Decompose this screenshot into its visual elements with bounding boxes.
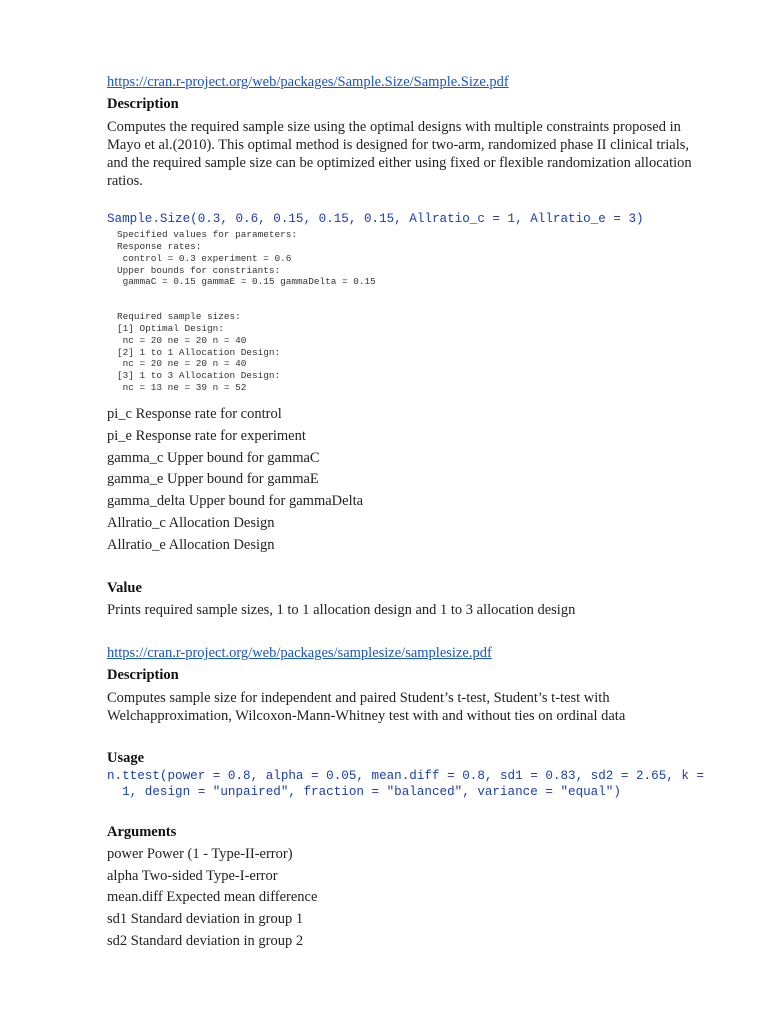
argument-item: sd1 Standard deviation in group 1 — [107, 911, 304, 927]
output-line: [2] 1 to 1 Allocation Design: — [117, 347, 281, 358]
samplesize-pdf-link[interactable]: https://cran.r-project.org/web/packages/samplesize/samplesize.pdf — [107, 645, 492, 661]
output-line: Upper bounds for constriants: — [117, 265, 281, 276]
sample-size-pdf-link[interactable]: https://cran.r-project.org/web/packages/Sample.Size/Sample.Size.pdf — [107, 74, 509, 90]
output-line: Specified values for parameters: — [117, 229, 298, 240]
argument-item: sd2 Standard deviation in group 2 — [107, 933, 304, 949]
output-line: nc = 13 ne = 39 n = 52 — [117, 382, 247, 393]
param-item: Allratio_e Allocation Design — [107, 537, 275, 553]
code-call: Sample.Size(0.3, 0.6, 0.15, 0.15, 0.15, Allratio_c = 1, Allratio_e = 3) — [107, 212, 644, 226]
argument-item: power Power (1 - Type-II-error) — [107, 846, 293, 862]
usage-code-line: n.ttest(power = 0.8, alpha = 0.05, mean.diff = 0.8, sd1 = 0.83, sd2 = 2.65, k = — [107, 769, 705, 783]
output-line: [1] Optimal Design: — [117, 323, 224, 334]
output-line: nc = 20 ne = 20 n = 40 — [117, 358, 247, 369]
param-item: Allratio_c Allocation Design — [107, 515, 275, 531]
argument-item: alpha Two-sided Type-I-error — [107, 868, 278, 884]
description-line: Welchapproximation, Wilcoxon-Mann-Whitney test with and without ties on ordinal data — [107, 708, 626, 724]
output-line: Required sample sizes: — [117, 311, 241, 322]
description-heading: Description — [107, 667, 179, 683]
output-line: nc = 20 ne = 20 n = 40 — [117, 335, 247, 346]
output-line: Response rates: — [117, 241, 202, 252]
description-line: Computes sample size for independent and paired Student’s t-test, Student’s t-test with — [107, 690, 610, 706]
value-heading: Value — [107, 580, 142, 596]
description-heading: Description — [107, 96, 179, 112]
param-item: gamma_c Upper bound for gammaC — [107, 450, 320, 466]
description-line: and the required sample size can be optimized either using fixed or flexible randomization allocation — [107, 155, 692, 171]
arguments-heading: Arguments — [107, 824, 177, 840]
param-item: gamma_delta Upper bound for gammaDelta — [107, 493, 364, 509]
param-item: gamma_e Upper bound for gammaE — [107, 471, 319, 487]
value-text: Prints required sample sizes, 1 to 1 allocation design and 1 to 3 allocation design — [107, 602, 576, 618]
param-item: pi_e Response rate for experiment — [107, 428, 306, 444]
description-line: Mayo et al.(2010). This optimal method is designed for two-arm, randomized phase II clinical trials, — [107, 137, 689, 153]
usage-code-line: 1, design = "unpaired", fraction = "balanced", variance = "equal") — [107, 785, 621, 799]
description-line: Computes the required sample size using the optimal designs with multiple constraints proposed in — [107, 119, 681, 135]
output-line: [3] 1 to 3 Allocation Design: — [117, 370, 281, 381]
output-line: control = 0.3 experiment = 0.6 — [117, 253, 292, 264]
output-line: gammaC = 0.15 gammaE = 0.15 gammaDelta = 0.15 — [117, 276, 376, 287]
param-item: pi_c Response rate for control — [107, 406, 282, 422]
usage-heading: Usage — [107, 750, 145, 766]
argument-item: mean.diff Expected mean difference — [107, 889, 318, 905]
description-line: ratios. — [107, 173, 143, 189]
